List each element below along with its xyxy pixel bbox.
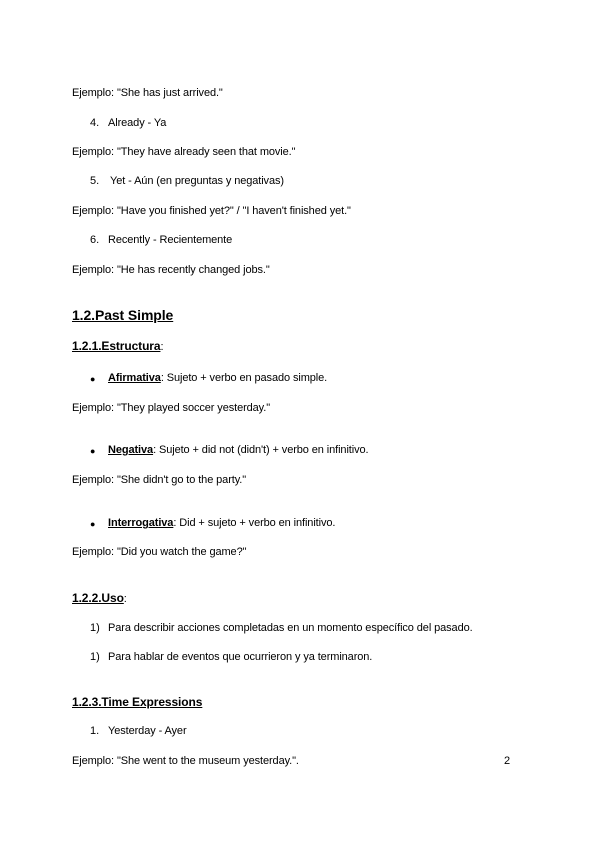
section-title: 1.2.Past Simple xyxy=(72,307,174,323)
interrogativa-text: : Did + sujeto + verbo en infinitivo. xyxy=(173,517,336,529)
list-number: 6. xyxy=(90,234,100,246)
time-expressions-heading: 1.2.3.Time Expressions xyxy=(72,695,203,709)
list-number: 1) xyxy=(90,622,100,634)
example-yet: Ejemplo: "Have you finished yet?" / "I haven't finished yet." xyxy=(72,205,351,217)
bullet-icon: ● xyxy=(90,374,96,384)
uso-item: Para describir acciones completadas en un momento específico del pasado. xyxy=(108,622,473,634)
afirmativa-text: : Sujeto + verbo en pasado simple. xyxy=(160,372,328,384)
uso-item: Para hablar de eventos que ocurrieron y ya terminaron. xyxy=(108,651,373,663)
list-item-yet: Yet - Aún (en preguntas y negativas) xyxy=(110,175,284,187)
uso-heading-line xyxy=(72,591,127,605)
list-number: 5. xyxy=(90,175,100,187)
bullet-icon: ● xyxy=(90,446,96,456)
example-afirmativa: Ejemplo: "They played soccer yesterday." xyxy=(72,402,271,414)
negativa-label: Negativa xyxy=(108,444,154,456)
list-item-already: Already - Ya xyxy=(108,117,167,129)
list-item-yesterday: Yesterday - Ayer xyxy=(108,725,187,737)
heading-colon: : xyxy=(123,593,127,605)
afirmativa-line xyxy=(108,372,327,384)
example-negativa: Ejemplo: "She didn't go to the party." xyxy=(72,474,247,486)
example-interrogativa: Ejemplo: "Did you watch the game?" xyxy=(72,546,247,558)
estructura-heading: 1.2.1.Estructura xyxy=(72,339,161,353)
page-number: 2 xyxy=(504,755,511,767)
uso-heading: 1.2.2.Uso xyxy=(72,591,124,605)
example-recently: Ejemplo: "He has recently changed jobs." xyxy=(72,264,270,276)
list-item-recently: Recently - Recientemente xyxy=(108,234,233,246)
interrogativa-label: Interrogativa xyxy=(108,517,174,529)
heading-colon: : xyxy=(160,341,164,353)
bullet-icon: ● xyxy=(90,519,96,529)
interrogativa-line xyxy=(108,517,335,529)
example-yesterday: Ejemplo: "She went to the museum yesterday.". xyxy=(72,755,299,767)
example-already: Ejemplo: "They have already seen that movie." xyxy=(72,146,296,158)
list-number: 1) xyxy=(90,651,100,663)
example-just: Ejemplo: "She has just arrived." xyxy=(72,87,223,99)
list-number: 1. xyxy=(90,725,100,737)
afirmativa-label: Afirmativa xyxy=(108,372,161,384)
negativa-text: : Sujeto + did not (didn't) + verbo en infinitivo. xyxy=(153,444,369,456)
list-number: 4. xyxy=(90,117,100,129)
estructura-heading-line xyxy=(72,339,163,353)
negativa-line xyxy=(108,444,368,456)
